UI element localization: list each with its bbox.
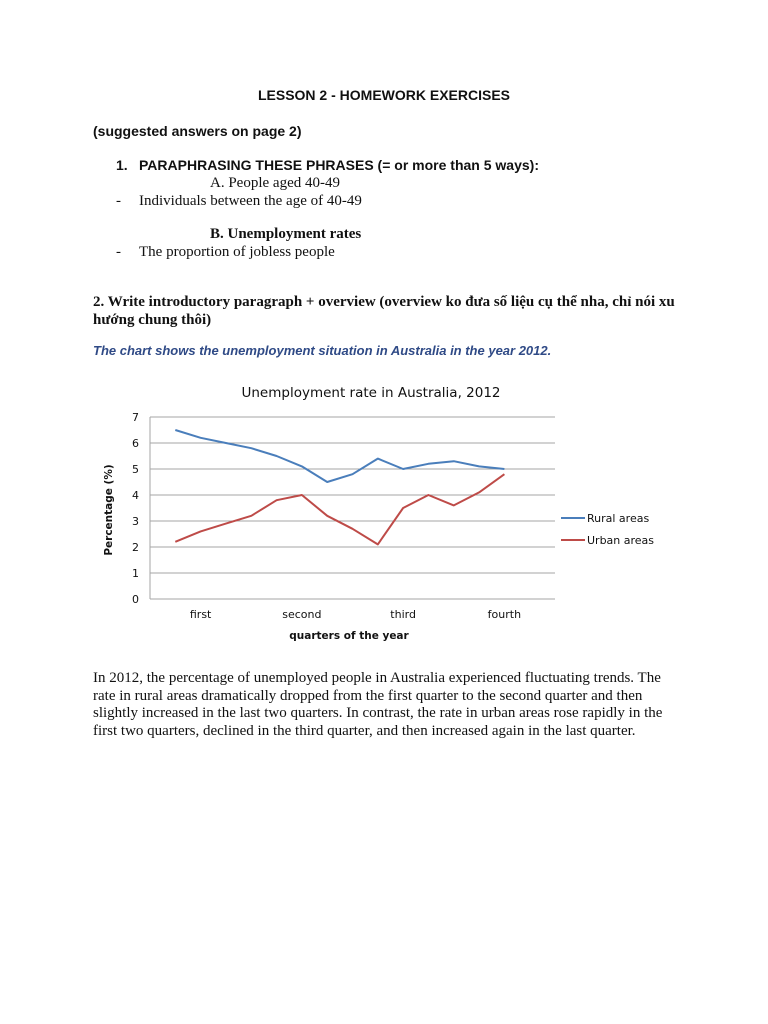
x-tick-label: fourth (487, 608, 522, 621)
y-tick-label: 5 (132, 463, 139, 476)
legend-label-urban: Urban areas (587, 534, 655, 547)
item-b-answer: The proportion of jobless people (139, 244, 335, 260)
section-1-heading: PARAPHRASING THESE PHRASES (= or more than 5 ways): (139, 157, 539, 173)
item-b-dash: - (116, 244, 121, 260)
y-tick-label: 3 (132, 515, 139, 528)
x-axis-label: quarters of the year (289, 630, 409, 642)
item-a-dash: - (116, 193, 121, 209)
unemployment-line-chart (93, 372, 673, 652)
section-2-heading: 2. Write introductory paragraph + overview (overview ko đưa số liệu cụ thể nha, chỉ nói xu hướng chung thôi) (93, 294, 675, 328)
y-axis-label: Percentage (%) (103, 464, 115, 556)
legend-label-rural: Rural areas (587, 512, 650, 525)
chart-legend (561, 512, 654, 547)
page-title: LESSON 2 - HOMEWORK EXERCISES (257, 87, 511, 103)
y-tick-label: 1 (132, 567, 139, 580)
y-tick-label: 0 (132, 593, 139, 606)
item-a-label: A. People aged 40-49 (210, 175, 340, 191)
y-tick-label: 2 (132, 541, 139, 554)
y-tick-label: 4 (132, 489, 139, 502)
intro-sentence: The chart shows the unemployment situation in Australia in the year 2012. (93, 343, 552, 358)
item-b-label: B. Unemployment rates (210, 226, 362, 242)
series-line-rural-areas (175, 430, 504, 482)
x-tick-label: third (390, 608, 416, 621)
overview-paragraph: In 2012, the percentage of unemployed people in Australia experienced fluctuating trends. The rate in rural areas dramatically dropped from the first quarter to the second quarter and then slightly increased in the last two quarters. In contrast, the rate in urban areas rose rapidly in the first two quarters, declined in the third quarter, and then increased again in the last quarter. (93, 670, 663, 739)
chart-gridlines (150, 417, 555, 599)
x-tick-label: second (282, 608, 322, 621)
answers-note: (suggested answers on page 2) (93, 123, 302, 139)
x-tick-label: first (189, 608, 212, 621)
chart-title: Unemployment rate in Australia, 2012 (241, 385, 501, 401)
section-1-number: 1. (116, 157, 128, 173)
series-line-urban-areas (175, 474, 504, 544)
y-tick-label: 7 (132, 411, 139, 424)
chart-series (175, 430, 504, 544)
y-tick-labels (132, 411, 139, 606)
item-a-answer: Individuals between the age of 40-49 (139, 193, 362, 209)
x-tick-labels (190, 608, 521, 621)
y-tick-label: 6 (132, 437, 139, 450)
